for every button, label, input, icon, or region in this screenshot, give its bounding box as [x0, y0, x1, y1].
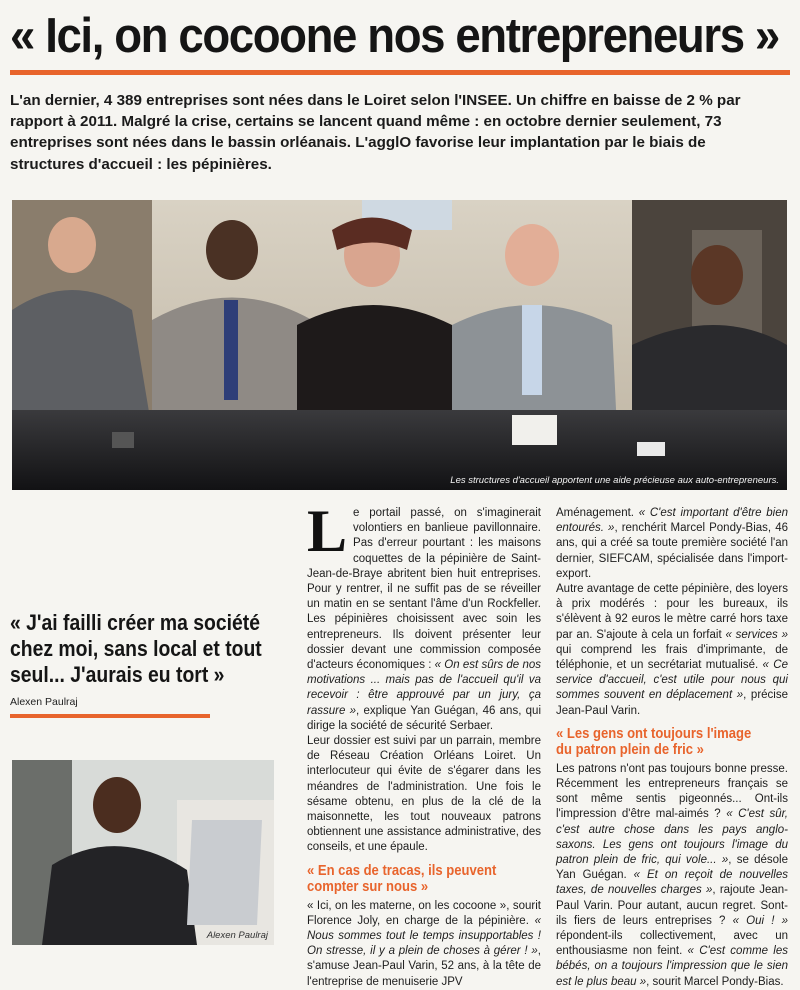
text-run: répondent-ils collectivement, avec un enthousiasme non feint.: [556, 930, 788, 958]
paragraph: [307, 899, 541, 990]
paragraph: [307, 498, 542, 734]
text-run: , se désole Yan Guégan.: [556, 854, 788, 882]
article-title: « Ici, on cocoone nos entrepreneurs »: [10, 9, 779, 63]
text-run: , renchérit Marcel Pondy-Bias, 46 ans, qui a créé sa toute première société l'an dernier, SIEFCAM, spécialisée dans l'import-export.: [556, 522, 788, 580]
quote-run: « C'est sûr, c'est autre chose dans les pays anglo-saxons. Les gens ont toujours l'image du patron plein de fric, qui vole... »: [556, 808, 788, 867]
paragraph: [556, 762, 788, 990]
portrait-photo: [12, 760, 274, 945]
quote-run: « On est sûrs de nos motivations ... mais pas de l'accueil qu'il va recevoir : être approuvé par un jury, ça rassure »: [307, 659, 541, 717]
pull-quote-text: « J'ai failli créer ma société chez moi, sans local et tout seul... J'aurais eu tort »: [10, 610, 262, 687]
text-run: , explique Yan Guégan, 46 ans, qui dirige la société de sécurité Serbaer.: [307, 704, 542, 732]
portrait-caption: Alexen Paulraj: [206, 930, 268, 941]
pull-quote-rule: [10, 714, 210, 718]
quote-run: « C'est important d'être bien entourés. »: [556, 507, 789, 535]
text-run: « Ici, on les materne, on les cocoone », sourit Florence Joly, en charge de la pépinière.: [307, 899, 541, 927]
text-run: , s'amuse Jean-Paul Varin, 52 ans, à la tête de l'entreprise de menuiserie JPV: [307, 945, 541, 988]
paragraph: Leur dossier est suivi par un parrain, membre de Réseau Création Orléans Loiret. Un interlocuteur qui évite de s'égarer dans les méandres de l'administration. Une fois le sésame obtenu, en plus de la clé de la maisonnette, les tout nouveaux patrons obtiennent une assistance administrative, des conseils, et une épaule.: [307, 735, 541, 854]
main-photo-caption: Les structures d'accueil apportent une aide précieuse aux auto-entrepreneurs.: [450, 475, 779, 486]
pull-quote-author: Alexen Paulraj: [10, 696, 78, 708]
drop-cap: L: [307, 498, 348, 564]
text-run: , précise Jean-Paul Varin.: [556, 689, 788, 717]
text-run: Autre avantage de cette pépinière, des loyers à prix modérés : pour les bureaux, ils s'élèvent à 92 euros le mètre carré hors taxe par an. S'ajoute à cela un forfait: [556, 583, 788, 641]
text-run: , rajoute Jean-Paul Varin. Pour autant, aucun regret. Sont-ils fiers de leurs entreprises ?: [556, 884, 788, 927]
pull-quote: [10, 610, 285, 718]
text-run: , sourit Marcel Pondy-Bias.: [646, 975, 784, 988]
quote-run: « C'est comme les bébés, on a toujours l'impression que le sien est le plus beau »: [556, 945, 788, 988]
quote-run: « Nous sommes tout le temps insupportables ! On stresse, il y a plein de choses à gérer ! »: [307, 914, 541, 958]
subheading: « En cas de tracas, ils peuvent compter sur nous »: [307, 862, 497, 895]
paragraph: [556, 506, 788, 582]
text-run: qui comprend les frais d'imprimante, de téléphonie, et un secrétariat mutualisé.: [556, 643, 788, 672]
quote-run: « services »: [725, 628, 789, 641]
quote-run: « Ce service d'accueil, c'est utile pour nous qui sommes souvent en déplacement »: [556, 659, 788, 702]
text-run: Les patrons n'ont pas toujours bonne presse. Récemment les entrepreneurs français se sont même sentis pigeonnés... Ont-ils l'impression d'être mal-aimés ?: [556, 762, 788, 821]
standfirst: L'an dernier, 4 389 entreprises sont nées dans le Loiret selon l'INSEE. Un chiffre en baisse de 2 % par rapport à 2011. Malgré la crise, certains se lancent quand même : en octobre dernier seulement, 73 entreprises sont nées dans le bassin orléanais. L'agglO favorise leur implantation par le biais de structures d'accueil : les pépinières.: [10, 92, 741, 173]
article-column-2: [556, 506, 788, 990]
quote-run: « Et on reçoit de nouvelles taxes, de nouvelles charges »: [556, 869, 789, 897]
paragraph: [556, 582, 788, 719]
article-column-1: [307, 498, 542, 990]
subheading: « Les gens ont toujours l'image du patron plein de fric »: [556, 725, 752, 758]
quote-run: « Oui ! »: [732, 914, 788, 927]
group-photo-illustration: [12, 200, 787, 490]
text-run: e portail passé, on s'imaginerait volontiers en banlieue pavillonnaire. Pas d'erreur pourtant : les maisons coquettes de la pépinière de Saint-Jean-de-Braye abritent bien huit entreprises. Pour y rentrer, il ne suffit pas de se réveiller un matin en se sentant l'âme d'un Rockfeller. Les pépinières choisissent avec soin les entrepreneurs. Ils doivent présenter leur dossier devant une commission composée d'acteurs économiques :: [307, 507, 541, 672]
portrait-illustration: [12, 760, 274, 945]
text-run: Aménagement.: [556, 507, 639, 519]
main-photo: [12, 200, 787, 490]
title-rule: [10, 70, 790, 75]
